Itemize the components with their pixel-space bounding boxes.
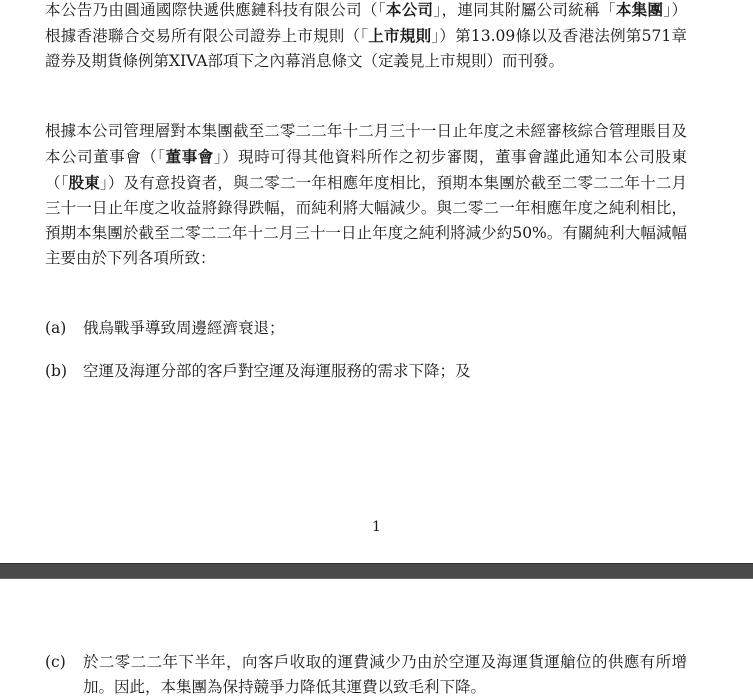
defined-term-board: 董事會 <box>165 147 214 166</box>
defined-term-company: 本公司 <box>385 0 434 19</box>
page-number: 1 <box>372 519 381 535</box>
intro-text-4: 」）第13.09條以及香港法例第571章證券及期貨條例第XIVA部項下之內幕消息條文（定義見上市規則）而刊發。 <box>45 27 687 70</box>
list-marker: (b) <box>45 362 68 380</box>
intro-text-3: 」）根據香港聯合交易所有限公司證券上市規則（「 <box>45 1 687 45</box>
body-text-3: 」）及有意投資者，與二零二一年相應年度相比，預期本集團於截至二零二二年十二月三十一日止年度之收益將錄得跌幅，而純利將大幅減少。與二零二一年相應年度之純利相比，預期本集團於截至二零二二年十二月三十一日止年度之純利將減少約50%。有關純利大幅減幅主要由於下列各項所致： <box>45 174 687 267</box>
document-page-2 <box>0 579 753 697</box>
defined-term-group: 本集團 <box>615 0 664 19</box>
intro-text-2: 」，連同其附屬公司統稱「 <box>433 1 616 19</box>
body-text-2: 」）現時可得其他資料所作之初步審閱，董事會謹此通知本公司股東（「 <box>45 148 687 192</box>
list-item-text: 空運及海運分部的客戶對空運及海運服務的需求下降；及 <box>83 362 471 380</box>
list-item-text: 於二零二二年下半年，向客戶收取的運費減少乃由於空運及海運貨運艙位的供應有所增加。因此，本集團為保持競爭力降低其運費以致毛利下降。 <box>83 653 687 696</box>
list-item-text: 俄烏戰爭導致周邊經濟衰退； <box>83 319 285 337</box>
list-marker: (a) <box>45 319 67 337</box>
defined-term-listing-rules: 上市規則 <box>368 26 432 45</box>
body-paragraph <box>45 119 687 271</box>
intro-paragraph <box>45 0 687 74</box>
body-text-1: 根據本公司管理層對本集團截至二零二二年十二月三十一日止年度之未經審核綜合管理賬目及本公司董事會（「 <box>45 122 687 166</box>
defined-term-shareholders: 股東 <box>68 173 100 192</box>
intro-text-1: 本公告乃由圓通國際快遞供應鏈科技有限公司（「 <box>45 1 386 19</box>
page-separator <box>0 563 753 579</box>
list-marker: (c) <box>45 653 66 671</box>
